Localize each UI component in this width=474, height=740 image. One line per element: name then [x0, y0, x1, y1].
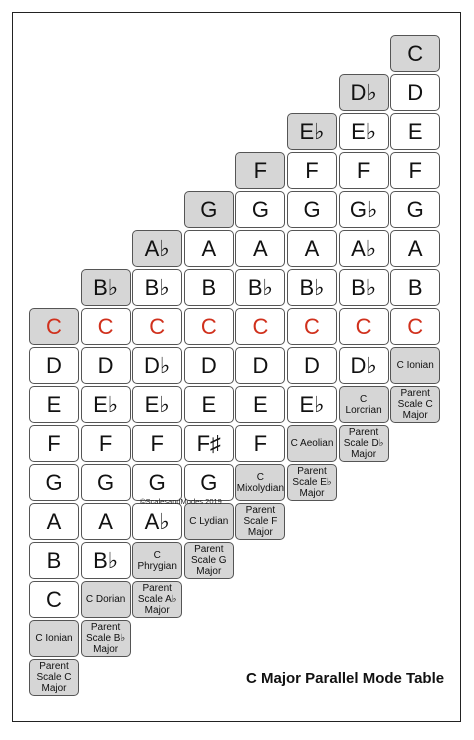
note-cell: B [184, 269, 234, 306]
note-cell: C [339, 308, 389, 345]
note-cell: C [390, 308, 440, 345]
note-cell: D♭ [132, 347, 182, 384]
note-cell: E♭ [287, 113, 337, 150]
note-cell: F [29, 425, 79, 462]
mode-name-label: C Phrygian [132, 542, 182, 579]
note-cell: A [390, 230, 440, 267]
note-cell: C [390, 35, 440, 72]
note-cell: E♭ [287, 386, 337, 423]
note-cell: C [29, 308, 79, 345]
note-cell: D [235, 347, 285, 384]
note-cell: E [235, 386, 285, 423]
copyright-text: ©ScalesandModes 2019 [140, 497, 222, 506]
note-cell: G♭ [339, 191, 389, 228]
note-cell: G [184, 191, 234, 228]
note-cell: F [339, 152, 389, 189]
parent-scale-label: Parent Scale A♭ Major [132, 581, 182, 618]
mode-name-label: C Lorcrian [339, 386, 389, 423]
note-cell: A♭ [132, 230, 182, 267]
note-cell: B [390, 269, 440, 306]
table-title: C Major Parallel Mode Table [246, 670, 445, 687]
note-cell: D♭ [339, 74, 389, 111]
note-cell: F♯ [184, 425, 234, 462]
mode-name-label: C Mixolydian [235, 464, 285, 501]
note-cell: E♭ [339, 113, 389, 150]
note-cell: G [287, 191, 337, 228]
note-cell: D♭ [339, 347, 389, 384]
note-cell: A [235, 230, 285, 267]
note-cell: A [29, 503, 79, 540]
note-cell: A [287, 230, 337, 267]
note-cell: B♭ [339, 269, 389, 306]
note-cell: B [29, 542, 79, 579]
note-cell: F [81, 425, 131, 462]
parent-scale-label: Parent Scale C Major [390, 386, 440, 423]
note-cell: G [184, 464, 234, 501]
note-cell: F [390, 152, 440, 189]
mode-name-label: C Ionian [390, 347, 440, 384]
note-cell: E [29, 386, 79, 423]
note-cell: C [29, 581, 79, 618]
note-cell: E♭ [132, 386, 182, 423]
note-cell: F [235, 425, 285, 462]
mode-name-label: C Aeolian [287, 425, 337, 462]
parent-scale-label: Parent Scale E♭ Major [287, 464, 337, 501]
parent-scale-label: Parent Scale G Major [184, 542, 234, 579]
mode-name-label: C Lydian [184, 503, 234, 540]
note-cell: G [29, 464, 79, 501]
note-cell: B♭ [81, 542, 131, 579]
note-cell: G [235, 191, 285, 228]
note-cell: F [235, 152, 285, 189]
parent-scale-label: Parent Scale C Major [29, 659, 79, 696]
note-cell: C [132, 308, 182, 345]
mode-name-label: C Ionian [29, 620, 79, 657]
note-cell: E [184, 386, 234, 423]
note-cell: B♭ [287, 269, 337, 306]
note-cell: E♭ [81, 386, 131, 423]
note-cell: C [287, 308, 337, 345]
note-cell: D [81, 347, 131, 384]
note-cell: G [132, 464, 182, 501]
note-cell: B♭ [132, 269, 182, 306]
note-cell: D [29, 347, 79, 384]
note-cell: F [287, 152, 337, 189]
note-cell: F [132, 425, 182, 462]
note-cell: D [287, 347, 337, 384]
note-cell: A♭ [339, 230, 389, 267]
note-cell: G [81, 464, 131, 501]
note-cell: E [390, 113, 440, 150]
parent-scale-label: Parent Scale F Major [235, 503, 285, 540]
mode-name-label: C Dorian [81, 581, 131, 618]
note-cell: A [81, 503, 131, 540]
note-cell: B♭ [81, 269, 131, 306]
note-cell: D [184, 347, 234, 384]
note-cell: A [184, 230, 234, 267]
note-cell: G [390, 191, 440, 228]
note-cell: C [81, 308, 131, 345]
note-cell: C [235, 308, 285, 345]
parent-scale-label: Parent Scale D♭ Major [339, 425, 389, 462]
note-cell: D [390, 74, 440, 111]
note-cell: A♭ [132, 503, 182, 540]
note-cell: B♭ [235, 269, 285, 306]
note-cell: C [184, 308, 234, 345]
parent-scale-label: Parent Scale B♭ Major [81, 620, 131, 657]
